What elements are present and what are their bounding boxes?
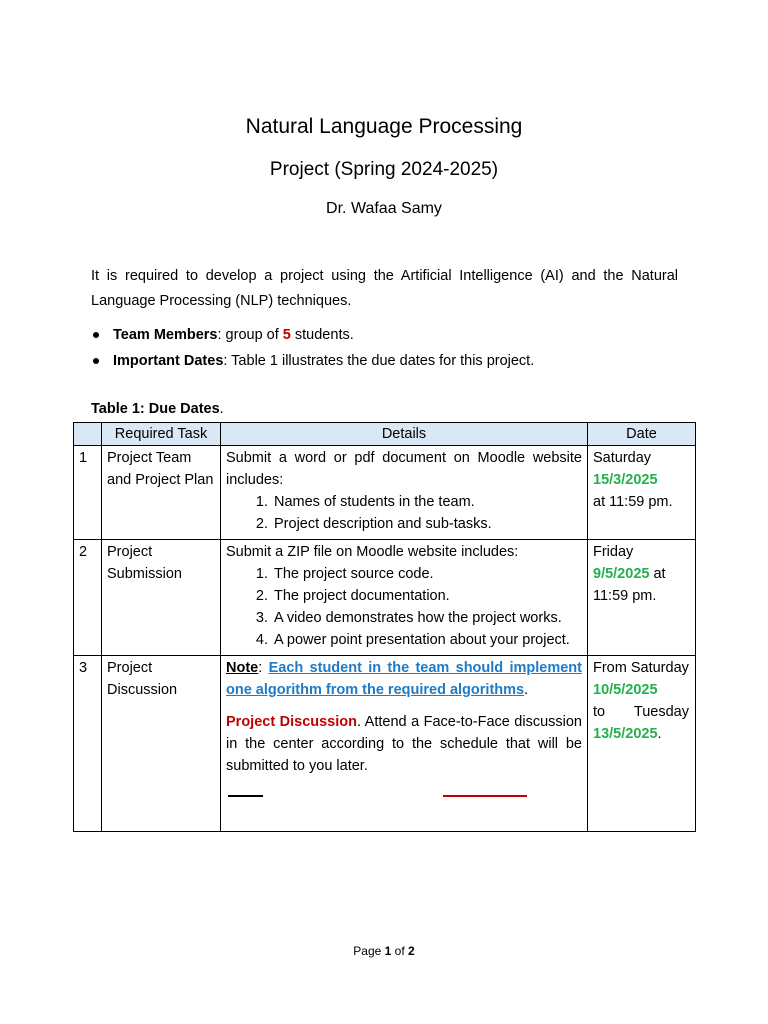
row-task: Project Submission (102, 540, 221, 656)
date-end: 13/5/2025 (593, 726, 658, 742)
header-required-task: Required Task (102, 423, 221, 446)
date-dot: . (657, 726, 662, 742)
bullet-list (91, 322, 691, 374)
row-date (588, 656, 696, 832)
details-list (226, 563, 582, 651)
header-details: Details (221, 423, 588, 446)
header-num (74, 423, 102, 446)
discussion-label: Project Discussion (226, 714, 357, 730)
red-line (443, 795, 527, 797)
due-dates-table (73, 422, 696, 832)
footer-total-pages: 2 (408, 944, 415, 958)
team-members-text: : group of (217, 327, 283, 343)
row-date (588, 540, 696, 656)
page-footer (0, 944, 768, 958)
footer-current-page: 1 (384, 944, 392, 958)
date-value: 15/3/2025 (593, 472, 658, 488)
discussion-paragraph (226, 711, 582, 777)
row-details (221, 540, 588, 656)
date-day: Saturday (593, 450, 652, 466)
discussion-text: . Attend a Face-to-Face discussion in the center according to the schedule that will be submitted to you later. (226, 714, 582, 774)
team-members-label: Team Members (113, 327, 218, 343)
note-colon: : (258, 660, 269, 676)
details-list-item: 3. A video demonstrates how the project works. (272, 607, 582, 629)
footer-page-word: Page (353, 944, 382, 958)
document-author: Dr. Wafaa Samy (326, 200, 442, 217)
table-row (74, 656, 696, 832)
details-intro: Submit a ZIP file on Moodle website includes: (226, 544, 519, 560)
date-time: at 11:59 pm. (593, 494, 673, 510)
date-from: From Saturday (593, 660, 689, 676)
details-intro: Submit a word or pdf document on Moodle website includes: (226, 450, 582, 488)
details-list-item: 2. The project documentation. (272, 585, 582, 607)
important-dates-label: Important Dates (113, 353, 224, 369)
note-paragraph (226, 657, 582, 701)
row-number: 2 (74, 540, 102, 656)
row-details (221, 656, 588, 832)
row-number: 3 (74, 656, 102, 832)
details-list-item: 1. Names of students in the team. (272, 491, 582, 513)
row-task: Project Team and Project Plan (102, 446, 221, 540)
note-text: Each student in the team should implement one algorithm from the required algorithms (226, 660, 582, 698)
date-start: 10/5/2025 (593, 682, 658, 698)
row-details (221, 446, 588, 540)
date-day: Friday (593, 544, 634, 560)
team-count: 5 (282, 327, 291, 343)
table-caption-label: Table 1: Due Dates (91, 401, 220, 417)
table-caption-suffix: . (219, 401, 224, 417)
intro-paragraph: It is required to develop a project using the Artificial Intelligence (AI) and the Natural Language Processing (NLP) techniques. (91, 268, 678, 309)
details-list-item: 2. Project description and sub-tasks. (272, 513, 582, 535)
footer-of-word: of (394, 944, 405, 958)
black-line (228, 795, 263, 797)
row-date (588, 446, 696, 540)
document-title: Natural Language Processing (245, 115, 523, 138)
details-list-item: 4. A power point presentation about your project. (272, 629, 582, 651)
table-row (74, 540, 696, 656)
date-value: 9/5/2025 (593, 566, 650, 582)
header-date: Date (588, 423, 696, 446)
note-label: Note (226, 660, 259, 676)
details-list-item: 1. The project source code. (272, 563, 582, 585)
document-subtitle: Project (Spring 2024-2025) (269, 159, 499, 180)
date-to: to Tuesday (593, 704, 689, 720)
important-dates-text: : Table 1 illustrates the due dates for this project. (223, 353, 535, 369)
row-task: Project Discussion (102, 656, 221, 832)
row-number: 1 (74, 446, 102, 540)
signature-lines (226, 783, 582, 811)
table-header-row (74, 423, 696, 446)
bullet-team-members (91, 322, 691, 348)
team-members-text-end: students. (290, 327, 354, 343)
table-row (74, 446, 696, 540)
date-time: at 11:59 pm. (593, 566, 666, 604)
details-list (226, 491, 582, 535)
note-end: . (524, 682, 529, 698)
table-caption (91, 401, 224, 417)
bullet-important-dates (91, 348, 691, 374)
